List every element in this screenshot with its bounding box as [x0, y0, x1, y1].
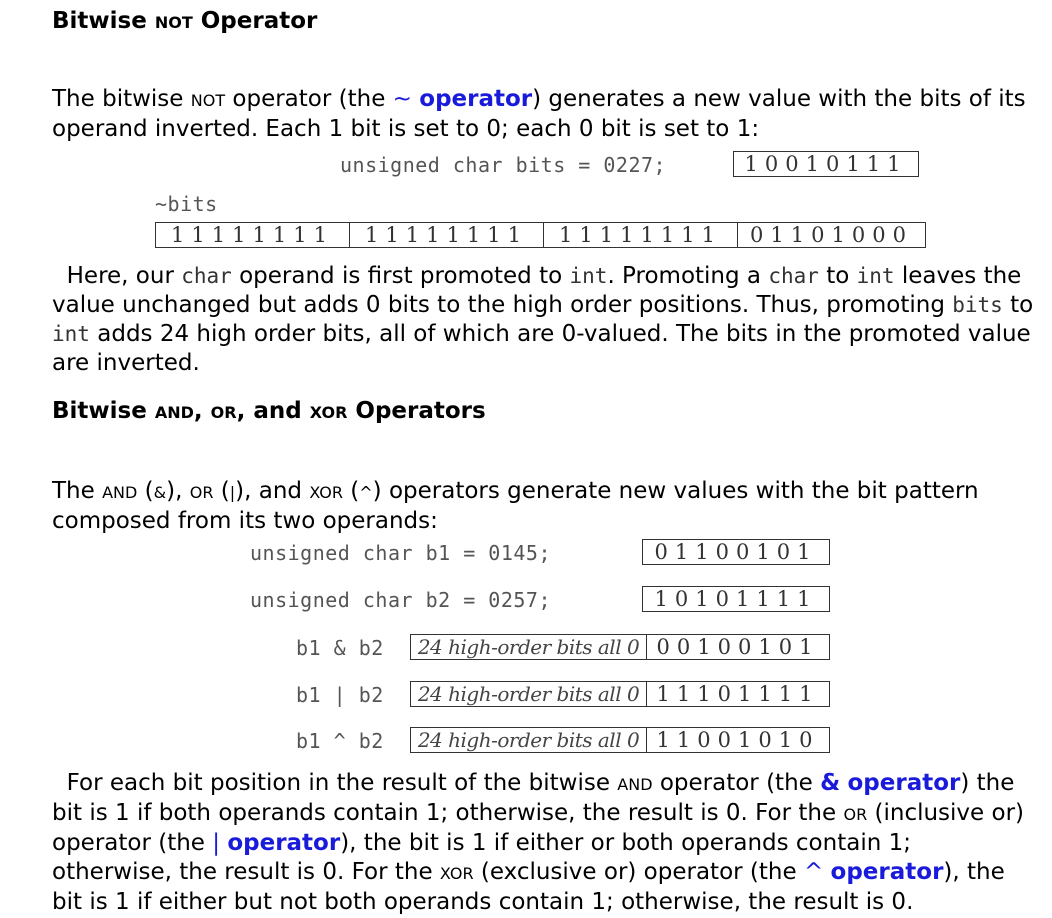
operator-link-and[interactable]: operator: [847, 770, 961, 796]
or-result-row: [410, 681, 830, 707]
xor-high-bits: 24 high-order bits all 0: [410, 727, 646, 753]
or-high-bits: 24 high-order bits all 0: [410, 681, 646, 707]
heading-bitwise-not: Bitwise NOT Operator: [52, 8, 318, 34]
and-expression: b1 & b2: [296, 636, 384, 660]
and-low-bits: 00100101: [646, 634, 830, 660]
bits-declaration: unsigned char bits = 0227;: [340, 153, 667, 177]
not-byte-3: 11111111: [543, 222, 737, 248]
paragraph-not-intro: The bitwise NOT operator (the ~ operator) generates a new value with the bits of its operand inverted. Each 1 bit is set to 0; each 0 bit is set to 1:: [52, 86, 1026, 142]
b1-declaration: unsigned char b1 = 0145;: [250, 541, 551, 565]
not-byte-2: 11111111: [349, 222, 543, 248]
b2-declaration: unsigned char b2 = 0257;: [250, 588, 551, 612]
operator-link-or[interactable]: operator: [227, 830, 341, 856]
paragraph-and-or-xor-intro: The AND (&), OR (|), and XOR (^) operators generate new values with the bit pattern composed from its two operands:: [52, 478, 979, 534]
b2-box: 10101111: [642, 586, 830, 612]
not-byte-4: 01101000: [737, 222, 926, 248]
b1-box: 01100101: [642, 539, 830, 565]
bits-box: [733, 151, 919, 177]
heading-bitwise-and-or-xor: Bitwise AND, OR, and XOR Operators: [52, 398, 486, 424]
paragraph-promotion: Here, our char operand is first promoted to int. Promoting a char to int leaves the value unchanged but adds 0 bits to the high order positions. Thus, promoting bits to int adds 24 high order bits, all of which are 0-valued. The bits in the promoted value are inverted.: [52, 263, 1034, 376]
xor-low-bits: 11001010: [646, 727, 830, 753]
not-bits-label: ~bits: [155, 192, 218, 216]
bits-value: 10010111: [744, 151, 908, 176]
or-expression: b1 | b2: [296, 683, 384, 707]
and-result-row: [410, 634, 830, 660]
xor-result-row: [410, 727, 830, 753]
not-byte-1: 11111111: [155, 222, 349, 248]
not-bits-row: [155, 222, 926, 248]
or-low-bits: 11101111: [646, 681, 830, 707]
paragraph-operator-rules: For each bit position in the result of the bitwise AND operator (the & operator) the bit is 1 if both operands contain 1; otherwise, the result is 0. For the OR (inclusive or) operator (the | operator), the bit is 1 if either or both operands contain 1; otherwise, the result is 0. For the XOR (exclusive or) operator (the ^ operator), the bit is 1 if either but not both operands contain 1; otherwise, the result is 0.: [52, 770, 1024, 915]
xor-expression: b1 ^ b2: [296, 729, 384, 753]
operator-link-xor[interactable]: operator: [830, 859, 944, 885]
and-high-bits: 24 high-order bits all 0: [410, 634, 646, 660]
operator-link-not[interactable]: operator: [419, 86, 533, 112]
